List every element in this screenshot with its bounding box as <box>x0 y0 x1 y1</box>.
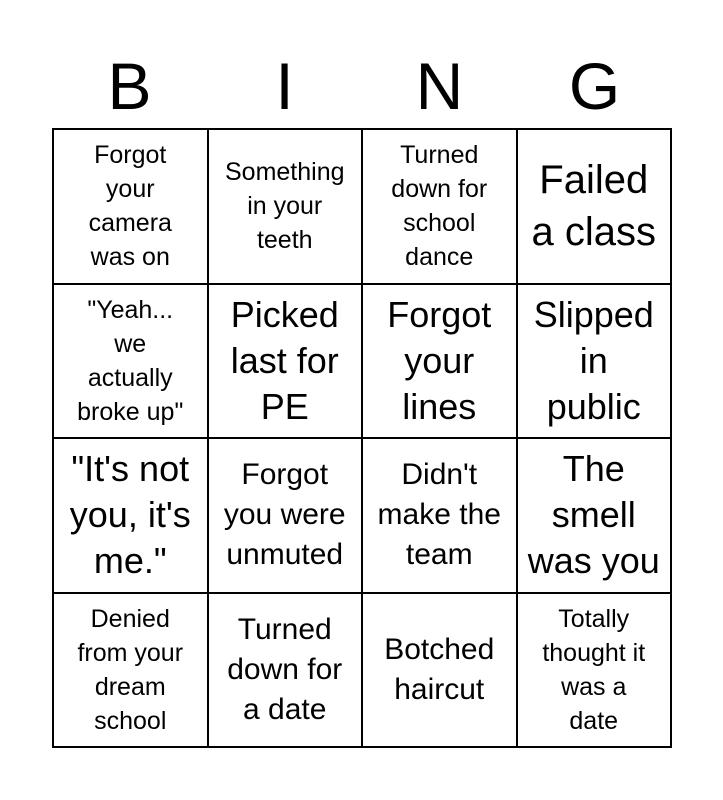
bingo-cell[interactable] <box>54 439 209 594</box>
bingo-cell-text: Something in your teeth <box>224 158 345 255</box>
bingo-cell[interactable] <box>363 130 518 285</box>
bingo-cell-text: Botched haircut <box>384 632 495 706</box>
bingo-cell[interactable] <box>363 439 518 594</box>
bingo-cell[interactable] <box>209 285 364 440</box>
bingo-cell-text: Failed a class <box>531 158 656 255</box>
bingo-cell-text: Forgot you were unmuted <box>223 458 346 572</box>
bingo-header <box>52 46 672 126</box>
bingo-cell-text: "Yeah... we actually broke up" <box>77 295 184 426</box>
bingo-cell[interactable] <box>54 130 209 285</box>
bingo-cell-text: "It's not you, it's me." <box>69 448 191 582</box>
bingo-cell-text: Totally thought it was a date <box>542 604 646 735</box>
bingo-cell-text: Forgot your camera was on <box>88 141 172 272</box>
bingo-cell[interactable] <box>363 285 518 440</box>
bingo-cell-text: Turned down for school dance <box>391 141 488 272</box>
bingo-cell[interactable] <box>54 285 209 440</box>
bingo-cell-text: Slipped in public <box>533 293 654 427</box>
bingo-cell-text: Denied from your dream school <box>77 604 184 735</box>
bingo-grid <box>52 128 672 748</box>
header-letter-g: G <box>568 49 621 123</box>
bingo-cell[interactable] <box>209 130 364 285</box>
bingo-cell[interactable] <box>518 594 673 749</box>
bingo-cell[interactable] <box>54 594 209 749</box>
bingo-cell[interactable] <box>518 439 673 594</box>
header-letter-b: B <box>107 49 152 123</box>
bingo-cell-text: The smell was you <box>527 448 660 582</box>
bingo-cell[interactable] <box>518 285 673 440</box>
bingo-cell-text: Turned down for a date <box>227 612 343 726</box>
bingo-cell[interactable] <box>209 594 364 749</box>
bingo-cell[interactable] <box>209 439 364 594</box>
bingo-cell[interactable] <box>363 594 518 749</box>
bingo-cell-text: Picked last for PE <box>230 293 339 427</box>
header-letter-i: I <box>275 49 294 123</box>
bingo-cell-text: Didn't make the team <box>377 458 501 572</box>
bingo-cell[interactable] <box>518 130 673 285</box>
header-letter-n: N <box>415 49 464 123</box>
bingo-cell-text: Forgot your lines <box>387 293 492 427</box>
